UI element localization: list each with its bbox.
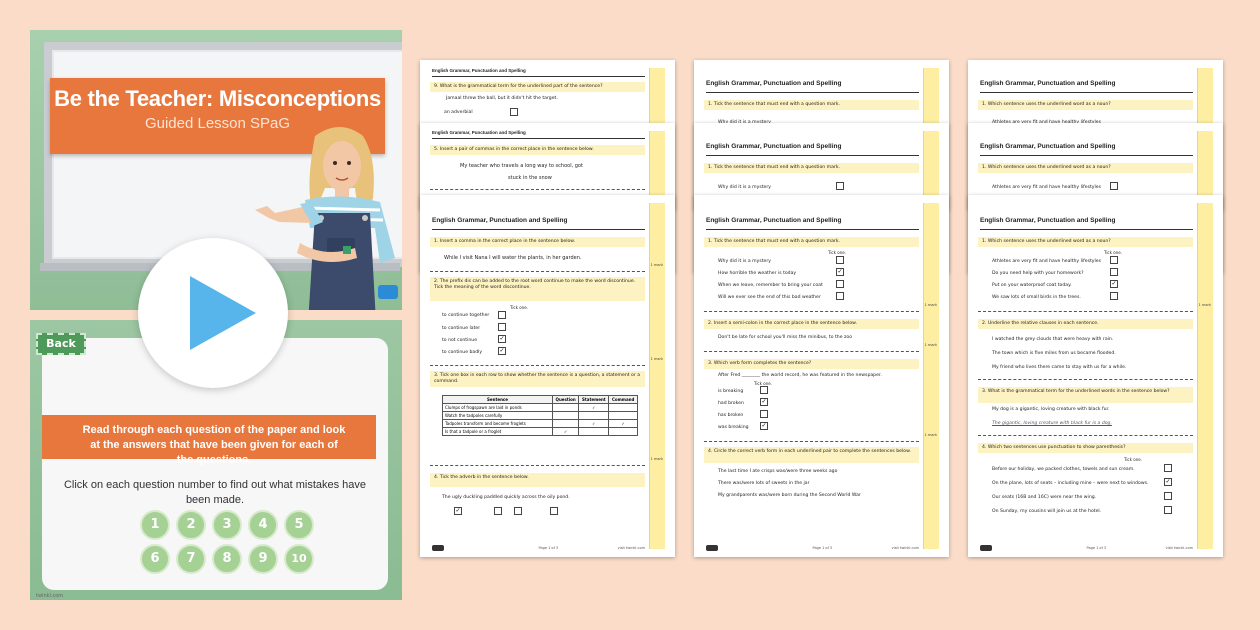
question-2-text: 2. The prefix dis can be added to the root word continue to make the word discontinue. Tick the meaning of the word discontinue. bbox=[430, 277, 645, 301]
question-3-text: 3. What is the grammatical term for the underlined words in the sentence below? bbox=[978, 387, 1193, 403]
tick-box[interactable] bbox=[836, 292, 844, 300]
question-2-sentence: The town which is five miles from us became flooded. bbox=[992, 351, 1116, 356]
tick-box[interactable] bbox=[1110, 292, 1118, 300]
mark-label: 1 mark bbox=[650, 457, 663, 461]
table-header: Sentence bbox=[443, 396, 553, 404]
page-number: Page 1 of 3 bbox=[812, 546, 833, 550]
tick-box[interactable] bbox=[836, 280, 844, 288]
brand-logo bbox=[378, 285, 398, 299]
question-3-sentence: My dog is a gigantic, loving creature with black fur. bbox=[992, 407, 1110, 412]
page-number: Page 1 of 3 bbox=[538, 546, 559, 550]
question-sentence: stuck in the snow bbox=[508, 175, 552, 181]
table-row bbox=[443, 412, 638, 420]
table-cell[interactable] bbox=[609, 412, 638, 420]
brand-logo bbox=[980, 545, 992, 551]
mark-label: 1 mark bbox=[650, 263, 663, 267]
table-cell[interactable] bbox=[553, 420, 579, 428]
answer-option: Why did it is a mystery bbox=[718, 259, 771, 264]
answer-option: was breaking bbox=[718, 425, 749, 430]
table-cell[interactable]: ✓ bbox=[609, 420, 638, 428]
site-link: visit twinkl.com bbox=[891, 546, 919, 550]
table-row bbox=[443, 428, 638, 436]
question-4-sentence: The last time I ate crisps was/were three weeks ago bbox=[718, 469, 838, 474]
answer-option: had broken bbox=[718, 401, 744, 406]
table-header: Question bbox=[553, 396, 579, 404]
answer-option: has broken bbox=[718, 413, 744, 418]
question-1-button[interactable]: 1 bbox=[140, 510, 170, 540]
question-6-button[interactable]: 6 bbox=[140, 544, 170, 574]
brand-text: twinkl.com bbox=[36, 593, 64, 599]
question-4-sentence: There was/were lots of sweets in the jar bbox=[718, 481, 810, 486]
question-7-button[interactable]: 7 bbox=[176, 544, 206, 574]
page-header: English Grammar, Punctuation and Spelling bbox=[432, 217, 568, 224]
answer-option: How horrible the weather is today bbox=[718, 271, 797, 276]
tick-box[interactable] bbox=[514, 507, 522, 515]
tick-box-checked[interactable]: ✓ bbox=[761, 422, 767, 429]
question-4-text: 4. Which two sentences use punctuation to show parenthesis? bbox=[978, 443, 1193, 453]
question-text: 1. Which sentence uses the underlined word as a noun? bbox=[978, 163, 1193, 173]
tick-box[interactable] bbox=[1164, 506, 1172, 514]
page-number: Page 1 of 3 bbox=[1086, 546, 1107, 550]
handwritten-answer: The gigantic, loving creature with black fur is a dog. bbox=[992, 421, 1112, 426]
tick-box-checked[interactable]: ✓ bbox=[455, 507, 461, 514]
question-3-text: 3. Tick one box in each row to show whether the sentence is a question, a statement or a command. bbox=[430, 371, 645, 387]
page-header: English Grammar, Punctuation and Spelling bbox=[980, 80, 1116, 87]
question-4-sentence: The ugly duckling paddled quickly across the oily pond. bbox=[442, 495, 570, 500]
brand-logo bbox=[432, 545, 444, 551]
tick-box-checked[interactable]: ✓ bbox=[499, 335, 505, 342]
question-2-sentence: Don't be late for school you'll miss the minibus, to the zoo bbox=[718, 335, 853, 340]
question-4-text: 4. Circle the correct verb form in each underlined pair to complete the sentences below. bbox=[704, 447, 919, 463]
answer-option: to continue badly bbox=[442, 350, 483, 355]
table-cell: Clumps of frogspawn are laid in ponds bbox=[443, 404, 553, 412]
answer-option: an adverbial bbox=[444, 110, 473, 115]
question-1-sentence: While I visit Nana I will water the plants, in her garden. bbox=[444, 255, 582, 261]
table-cell[interactable] bbox=[579, 412, 609, 420]
tick-one-label: Tick one. bbox=[754, 381, 772, 386]
table-row bbox=[443, 420, 638, 428]
question-3-table bbox=[442, 395, 638, 436]
page-header: English Grammar, Punctuation and Spelling bbox=[980, 143, 1116, 150]
marks-column bbox=[1197, 203, 1213, 549]
tick-box-checked[interactable]: ✓ bbox=[761, 398, 767, 405]
question-8-button[interactable]: 8 bbox=[212, 544, 242, 574]
answer-option: Athletes are very fit and have healthy lifestyles bbox=[992, 185, 1101, 190]
question-3-button[interactable]: 3 bbox=[212, 510, 242, 540]
marks-column bbox=[923, 203, 939, 549]
table-cell[interactable]: ✓ bbox=[553, 428, 579, 436]
tick-one-label: Tick one. bbox=[1124, 457, 1142, 462]
table-cell[interactable] bbox=[609, 404, 638, 412]
answer-option: On Sunday, my cousins will join us at the hotel. bbox=[992, 509, 1102, 514]
answer-option: Put on your waterproof coat today. bbox=[992, 283, 1072, 288]
answer-option: Why did it is a mystery bbox=[718, 185, 771, 190]
worksheet-page bbox=[694, 195, 949, 557]
instruction-banner: Read through each question of the paper and look at the answers that have been given for each of the questions. bbox=[42, 415, 376, 459]
worksheet-page bbox=[420, 195, 675, 557]
answer-option: When we leave, remember to bring your coat bbox=[718, 283, 823, 288]
answer-option: We saw lots of small birds in the trees. bbox=[992, 295, 1081, 300]
question-1-text: 1. Insert a comma in the correct place in the sentence below. bbox=[430, 237, 645, 247]
table-cell[interactable]: ✓ bbox=[579, 404, 609, 412]
table-cell: Tadpoles transform and become froglets bbox=[443, 420, 553, 428]
question-text: 9. What is the grammatical term for the underlined part of the sentence? bbox=[430, 82, 645, 92]
back-button[interactable]: Back bbox=[36, 333, 86, 355]
slide-title: Be the Teacher: Misconceptions bbox=[54, 86, 381, 111]
table-cell[interactable] bbox=[553, 412, 579, 420]
answer-option: Before our holiday, we packed clothes, towels and sun cream. bbox=[992, 467, 1135, 472]
page-footer bbox=[980, 543, 1193, 551]
page-footer bbox=[432, 543, 645, 551]
answer-option: to not continue bbox=[442, 338, 478, 343]
worksheet-page bbox=[968, 195, 1223, 557]
page-header: English Grammar, Punctuation and Spelling bbox=[706, 80, 842, 87]
page-header: English Grammar, Punctuation and Spelling bbox=[432, 68, 526, 73]
tick-box[interactable] bbox=[1164, 492, 1172, 500]
tick-box[interactable] bbox=[760, 386, 768, 394]
click-instruction: Click on each question number to find out what mistakes have been made. bbox=[63, 479, 367, 506]
table-cell[interactable] bbox=[609, 428, 638, 436]
table-cell: Watch the tadpoles carefully bbox=[443, 412, 553, 420]
page-footer bbox=[706, 543, 919, 551]
question-3-sentence: After Fred ________ the world record, he was featured in the newspaper. bbox=[718, 373, 882, 378]
play-button[interactable] bbox=[138, 238, 288, 388]
table-header: Statement bbox=[579, 396, 609, 404]
question-text: 1. Which sentence uses the underlined word as a noun? bbox=[978, 100, 1193, 110]
question-2-text: 2. Underline the relative clauses in each sentence. bbox=[978, 319, 1193, 329]
answer-option: is breaking bbox=[718, 389, 744, 394]
tick-one-label: Tick one. bbox=[1104, 250, 1122, 255]
tick-box[interactable] bbox=[1164, 464, 1172, 472]
table-header: Command bbox=[609, 396, 638, 404]
tick-box[interactable] bbox=[1110, 268, 1118, 276]
mark-label: 1 mark bbox=[1198, 303, 1211, 307]
table-cell[interactable]: ✓ bbox=[579, 420, 609, 428]
question-text: 1. Tick the sentence that must end with a question mark. bbox=[704, 100, 919, 110]
question-1-text: 1. Which sentence uses the underlined word as a noun? bbox=[978, 237, 1193, 247]
tick-box-checked[interactable]: ✓ bbox=[1165, 478, 1171, 485]
question-text: 1. Tick the sentence that must end with a question mark. bbox=[704, 163, 919, 173]
play-icon bbox=[138, 238, 288, 388]
answer-option: to continue together bbox=[442, 313, 490, 318]
tick-box[interactable] bbox=[760, 410, 768, 418]
tick-box-checked[interactable]: ✓ bbox=[499, 347, 505, 354]
slide-subtitle: Guided Lesson SPaG bbox=[144, 115, 291, 132]
tick-box[interactable] bbox=[550, 507, 558, 515]
mark-label: 1 mark bbox=[924, 343, 937, 347]
question-9-button[interactable]: 9 bbox=[248, 544, 278, 574]
table-cell[interactable] bbox=[579, 428, 609, 436]
question-2-text: 2. Insert a semi-colon in the correct place in the sentence below. bbox=[704, 319, 919, 329]
marks-column bbox=[649, 203, 665, 549]
question-2-button[interactable]: 2 bbox=[176, 510, 206, 540]
table-cell[interactable] bbox=[553, 404, 579, 412]
answer-option: On the plane, lots of seats – including mine – were next to windows. bbox=[992, 481, 1149, 486]
question-text: 5. Insert a pair of commas in the correct place in the sentence below. bbox=[430, 145, 645, 155]
tick-box[interactable] bbox=[1110, 256, 1118, 264]
answer-option: Will we ever see the end of this bad weather bbox=[718, 295, 821, 300]
mark-label: 1 mark bbox=[650, 357, 663, 361]
site-link: visit twinkl.com bbox=[1165, 546, 1193, 550]
question-sentence: My teacher who travels a long way to school, got bbox=[460, 163, 583, 169]
question-2-sentence: My friend who lives there came to stay with us for a while. bbox=[992, 365, 1127, 370]
tick-one-label: Tick one. bbox=[828, 250, 846, 255]
question-2-sentence: I watched the grey clouds that were heavy with rain. bbox=[992, 337, 1114, 342]
brand-logo bbox=[706, 545, 718, 551]
question-5-button[interactable]: 5 bbox=[284, 510, 314, 540]
page-header: English Grammar, Punctuation and Spelling bbox=[432, 130, 526, 135]
mark-label: 1 mark bbox=[924, 433, 937, 437]
site-link: visit twinkl.com bbox=[617, 546, 645, 550]
tick-box[interactable] bbox=[836, 182, 844, 190]
question-3-text: 3. Which verb form completes the sentence? bbox=[704, 359, 919, 369]
tick-box[interactable] bbox=[1110, 182, 1118, 190]
tick-box[interactable] bbox=[836, 256, 844, 264]
page-header: English Grammar, Punctuation and Spelling bbox=[980, 217, 1116, 224]
question-4-button[interactable]: 4 bbox=[248, 510, 278, 540]
answer-option: Our seats (16B and 16C) were near the wing. bbox=[992, 495, 1097, 500]
tick-box[interactable] bbox=[498, 323, 506, 331]
question-1-text: 1. Tick the sentence that must end with a question mark. bbox=[704, 237, 919, 247]
answer-option: Athletes are very fit and have healthy lifestyles bbox=[992, 259, 1101, 264]
mark-label: 1 mark bbox=[924, 303, 937, 307]
answer-option: Do you need help with your homework? bbox=[992, 271, 1084, 276]
table-cell: Is that a tadpole or a froglet bbox=[443, 428, 553, 436]
tick-box[interactable] bbox=[510, 108, 518, 116]
tick-box-checked[interactable]: ✓ bbox=[837, 268, 843, 275]
table-row bbox=[443, 404, 638, 412]
tick-one-label: Tick one. bbox=[510, 305, 528, 310]
question-4-sentence: My grandparents was/were born during the Second World War bbox=[718, 493, 861, 498]
question-4-text: 4. Tick the adverb in the sentence below. bbox=[430, 473, 645, 487]
tick-box[interactable] bbox=[498, 311, 506, 319]
answer-option: to continue later bbox=[442, 326, 481, 331]
tick-box-checked[interactable]: ✓ bbox=[1111, 280, 1117, 287]
page-header: English Grammar, Punctuation and Spelling bbox=[706, 143, 842, 150]
page-header: English Grammar, Punctuation and Spelling bbox=[706, 217, 842, 224]
question-10-button[interactable]: 10 bbox=[284, 544, 314, 574]
question-sentence: Jamaal threw the ball, but it didn't hit the target. bbox=[446, 96, 558, 101]
tick-box[interactable] bbox=[494, 507, 502, 515]
